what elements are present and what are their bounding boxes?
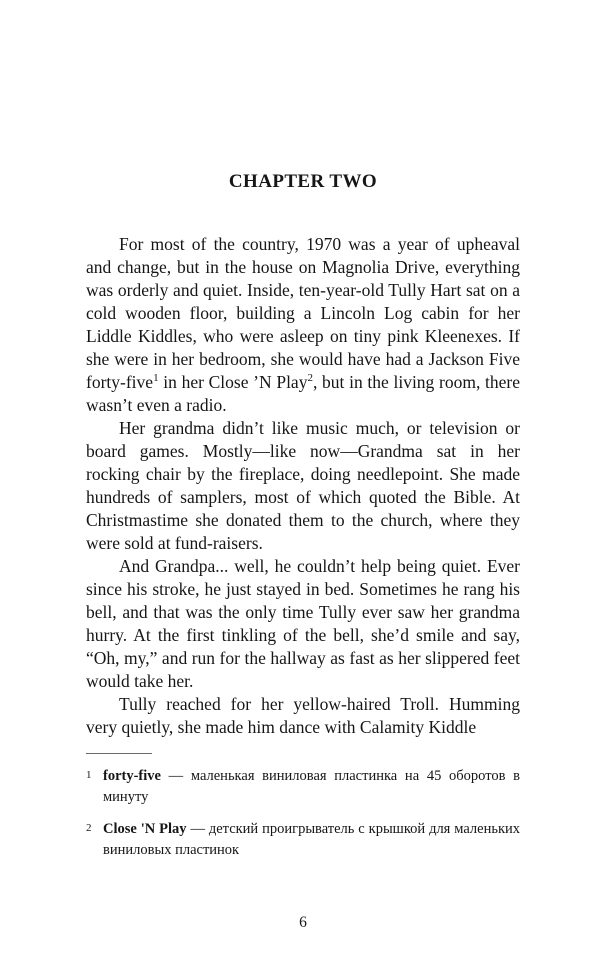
chapter-title: CHAPTER TWO (228, 171, 378, 192)
footnote-1-number: 1 (86, 769, 92, 781)
footnote-1-text (103, 766, 520, 808)
footnote-1-term: forty-five (103, 768, 161, 784)
footnote-2-text (103, 819, 520, 861)
page-number: 6 (299, 914, 307, 931)
paragraph-1 (86, 233, 520, 417)
paragraph-3: And Grandpa... well, he couldn’t help being quiet. Ever since his stroke, he just stayed in bed. Sometimes he rang his bell, and that was the only time Tully ever saw her grandma hurry. At the first tinkling of the bell, she’d smile and say, “Oh, my,” and run for the hallway as fast as her slippered feet would take her. (86, 556, 520, 691)
paragraph-1-text-c: , but in the living room, there wasn’t even a radio. (86, 372, 520, 415)
body-text (86, 233, 520, 739)
footnote-ref-2[interactable]: 2 (307, 372, 313, 385)
footnotes-section (86, 753, 520, 861)
footnote-2-term: Close 'N Play (103, 821, 187, 837)
footnote-divider (86, 753, 152, 754)
footnote-2-number: 2 (86, 822, 92, 834)
paragraph-2: Her grandma didn’t like music much, or television or board games. Mostly—like now—Grandma sat in her rocking chair by the fireplace, doing needlepoint. She made hundreds of samplers, most of which quoted the Bible. At Christmastime she donated them to the church, where they were sold at fund-raisers. (86, 418, 520, 553)
footnote-2 (86, 819, 520, 861)
paragraph-4: Tully reached for her yellow-haired Troll. Humming very quietly, she made him dance with Calamity Kiddle (86, 694, 520, 737)
footnote-1 (86, 766, 520, 808)
footnote-2-definition: — детский проигрыватель с крышкой для маленьких виниловых пластинок (103, 821, 521, 858)
paragraph-1-text-b: in her Close ’N Play (158, 372, 308, 392)
footnote-1-definition: — маленькая виниловая пластинка на 45 оборотов в минуту (103, 768, 520, 805)
paragraph-1-text-a: For most of the country, 1970 was a year of upheaval and change, but in the house on Magnolia Drive, everything was orderly and quiet. Inside, ten-year-old Tully Hart sat on a cold wooden floor, building a Lincoln Log cabin for her Liddle Kiddles, who were asleep on tiny pink Kleenexes. If she were in her bedroom, she would have had a Jackson Five forty-five (86, 234, 520, 392)
footnote-ref-1[interactable]: 1 (153, 372, 159, 385)
